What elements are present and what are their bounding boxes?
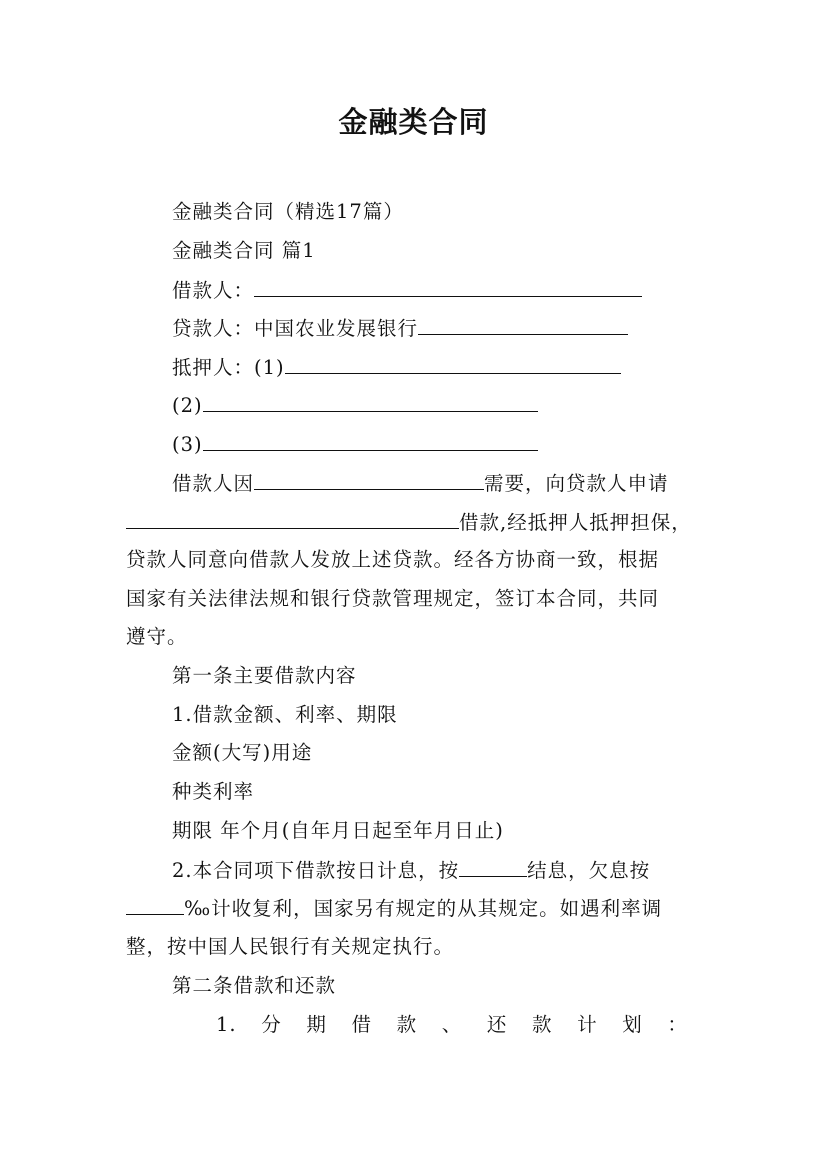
kind-line: 种类利率: [172, 780, 255, 803]
item3-char: 还: [486, 1013, 508, 1036]
interest-settlement-blank: [459, 855, 527, 877]
mortgagor-1-blank: [285, 352, 621, 374]
mortgagor-2-blank: [203, 390, 538, 412]
para1-line-4: 国家有关法律法规和银行贷款管理规定，签订本合同，共同: [126, 587, 660, 610]
term-line: 期限 年个月(自年月日起至年月日止): [172, 819, 504, 842]
compound-rate-blank: [126, 893, 184, 915]
para1-line-1: [172, 468, 669, 499]
article-2-heading: 第二条借款和还款: [172, 974, 337, 997]
item3-char: 1.: [216, 1013, 237, 1036]
item3-char: 期: [306, 1013, 327, 1036]
item-2-line-3: 整，按中国人民银行有关规定执行。: [126, 935, 455, 958]
lender-line: [172, 313, 628, 344]
item-1: 1.借款金额、利率、期限: [172, 703, 398, 726]
section-heading: 金融类合同 篇1: [172, 239, 316, 262]
para1-line-3: 贷款人同意向借款人发放上述贷款。经各方协商一致，根据: [126, 548, 660, 571]
item3-char: 划: [622, 1013, 643, 1036]
para1-line-5: 遵守。: [126, 625, 188, 648]
item-2-line-1: [172, 855, 650, 886]
item3-char: 计: [577, 1013, 598, 1036]
mortgagor-line-1: [172, 352, 621, 383]
para1-text-a: 借款人因: [172, 472, 255, 495]
item3-char: ：: [667, 1013, 688, 1036]
mortgagor-line-2: [172, 390, 538, 421]
lender-label: 贷款人：中国农业发展银行: [172, 317, 419, 340]
borrower-label: 借款人：: [172, 279, 255, 302]
para1-line-2: [126, 507, 704, 538]
borrower-blank: [254, 275, 642, 297]
mortgagor-2-label: (2): [172, 394, 203, 417]
document-title: 金融类合同: [338, 105, 489, 139]
para1-text-b: 需要，向贷款人申请: [484, 472, 669, 495]
lender-blank: [418, 313, 628, 335]
mortgagor-label: 抵押人：(1): [172, 356, 285, 379]
item3-char: 款: [396, 1013, 418, 1036]
item-2-line-2: [126, 893, 704, 924]
loan-blank: [126, 507, 459, 529]
item3-char: 借: [351, 1013, 372, 1036]
mortgagor-3-label: (3): [172, 433, 203, 456]
item-3-line: [216, 1010, 688, 1040]
article-1-heading: 第一条主要借款内容: [172, 664, 357, 687]
item2-text-c: ‰计收复利，国家另有规定的从其规定。如遇利率调: [184, 897, 663, 920]
para1-text-c: 借款,经抵押人抵押担保，: [459, 511, 692, 534]
borrower-line: [172, 275, 642, 306]
amount-line: 金额(大写)用途: [172, 741, 313, 764]
item3-char: 款: [531, 1013, 553, 1036]
item3-char: 、: [441, 1013, 463, 1036]
item2-text-b: 结息，欠息按: [527, 859, 651, 882]
mortgagor-line-3: [172, 429, 538, 460]
mortgagor-3-blank: [203, 429, 538, 451]
document-subtitle: 金融类合同（精选17篇）: [172, 200, 404, 223]
purpose-blank: [254, 468, 484, 490]
item2-text-a: 2.本合同项下借款按日计息，按: [172, 859, 460, 882]
item3-char: 分: [261, 1013, 282, 1036]
